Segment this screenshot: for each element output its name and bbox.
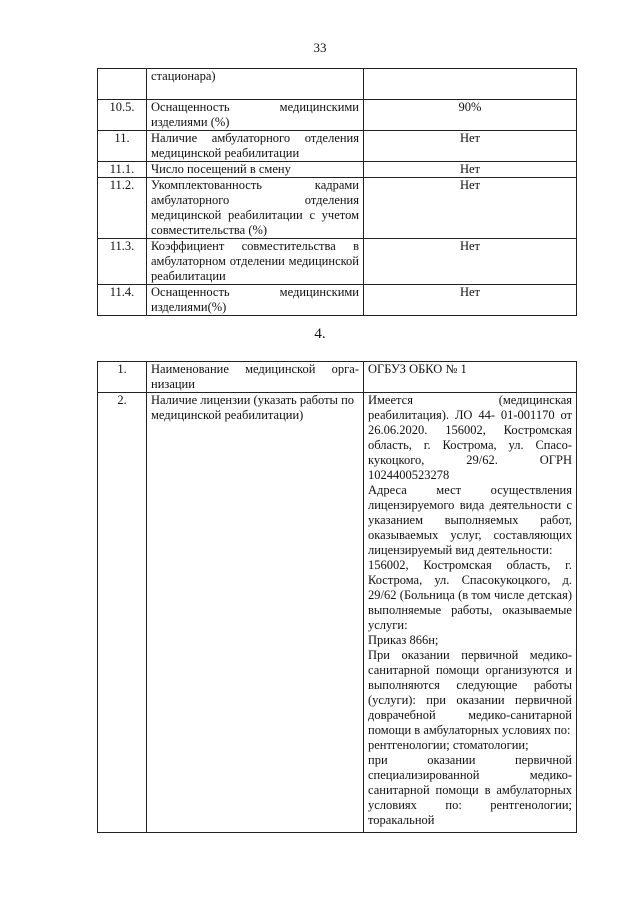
table-row	[98, 131, 577, 162]
table-row	[98, 393, 577, 833]
row-label: Наименование медицинской орга-низации	[147, 362, 364, 393]
license-paragraph: рентгенологии; стоматологии;	[368, 738, 529, 752]
row-number: 11.2.	[98, 178, 147, 239]
row-value: ОГБУЗ ОБКО № 1	[364, 362, 577, 393]
row-number: 11.1.	[98, 162, 147, 178]
license-paragraph: при оказании первичной специализированной медико-санитарной помощи в амбулаторных условиях по: рентгенологии; торакальной	[368, 753, 572, 827]
row-label: Число посещений в смену	[147, 162, 364, 178]
row-value: Нет	[364, 239, 577, 285]
row-label: Наличие лицензии (указать работы по медицинской реабилитации)	[147, 393, 364, 833]
row-number: 2.	[98, 393, 147, 833]
row-number: 11.4.	[98, 285, 147, 316]
section-number: 4.	[314, 326, 326, 342]
row-label: Коэффициент совместительства в амбулаторном отделении медицинской реабилитации	[147, 239, 364, 285]
table-row	[98, 69, 577, 100]
row-label: стационара)	[147, 69, 364, 100]
table-row	[98, 239, 577, 285]
table-row	[98, 162, 577, 178]
row-number: 1.	[98, 362, 147, 393]
page-number: 33	[313, 40, 327, 55]
row-label: Наличие амбулаторного отделения медицинской реабилитации	[147, 131, 364, 162]
row-number: 11.	[98, 131, 147, 162]
table-row	[98, 285, 577, 316]
row-label: Укомплектованность кадрами амбулаторного отделения медицинской реабилитации с учетом совместительства (%)	[147, 178, 364, 239]
row-value: Нет	[364, 162, 577, 178]
license-paragraph: Адреса мест осуществления лицензируемого вида деятельности с указанием выполняемых работ, оказываемых услуг, составляющих лицензируемый вид деятельности:	[368, 483, 572, 557]
row-value: 90%	[364, 100, 577, 131]
license-paragraph: При оказании первичной медико-санитарной помощи организуются и выполняются следующие работы (услуги): при оказании первичной доврачебной медико-санитарной помощи в амбулаторных условиях по:	[368, 648, 572, 737]
license-paragraph: Приказ 866н;	[368, 633, 439, 647]
organization-table	[97, 361, 577, 833]
row-label: Оснащенность медицинскими изделиями(%)	[147, 285, 364, 316]
row-value	[364, 69, 577, 100]
license-details	[364, 393, 577, 833]
license-paragraph: Имеется (медицинская реабилитация). ЛО 44- 01-001170 от 26.06.2020. 156002, Костромская область, г. Кострома, ул. Спасо-кукоцкого, 29/62. ОГРН 1024400523278	[368, 393, 572, 482]
table-row	[98, 100, 577, 131]
row-number	[98, 69, 147, 100]
row-number: 11.3.	[98, 239, 147, 285]
table-row	[98, 362, 577, 393]
table-row	[98, 178, 577, 239]
row-number: 10.5.	[98, 100, 147, 131]
license-paragraph: 156002, Костромская область, г. Кострома, ул. Спасокукоцкого, д. 29/62 (Больница (в том числе детская) выполняемые работы, оказываемые услуги:	[368, 558, 572, 632]
row-label: Оснащенность медицинскими изделиями (%)	[147, 100, 364, 131]
row-value: Нет	[364, 285, 577, 316]
row-value: Нет	[364, 131, 577, 162]
row-value: Нет	[364, 178, 577, 239]
indicators-table	[97, 68, 577, 316]
